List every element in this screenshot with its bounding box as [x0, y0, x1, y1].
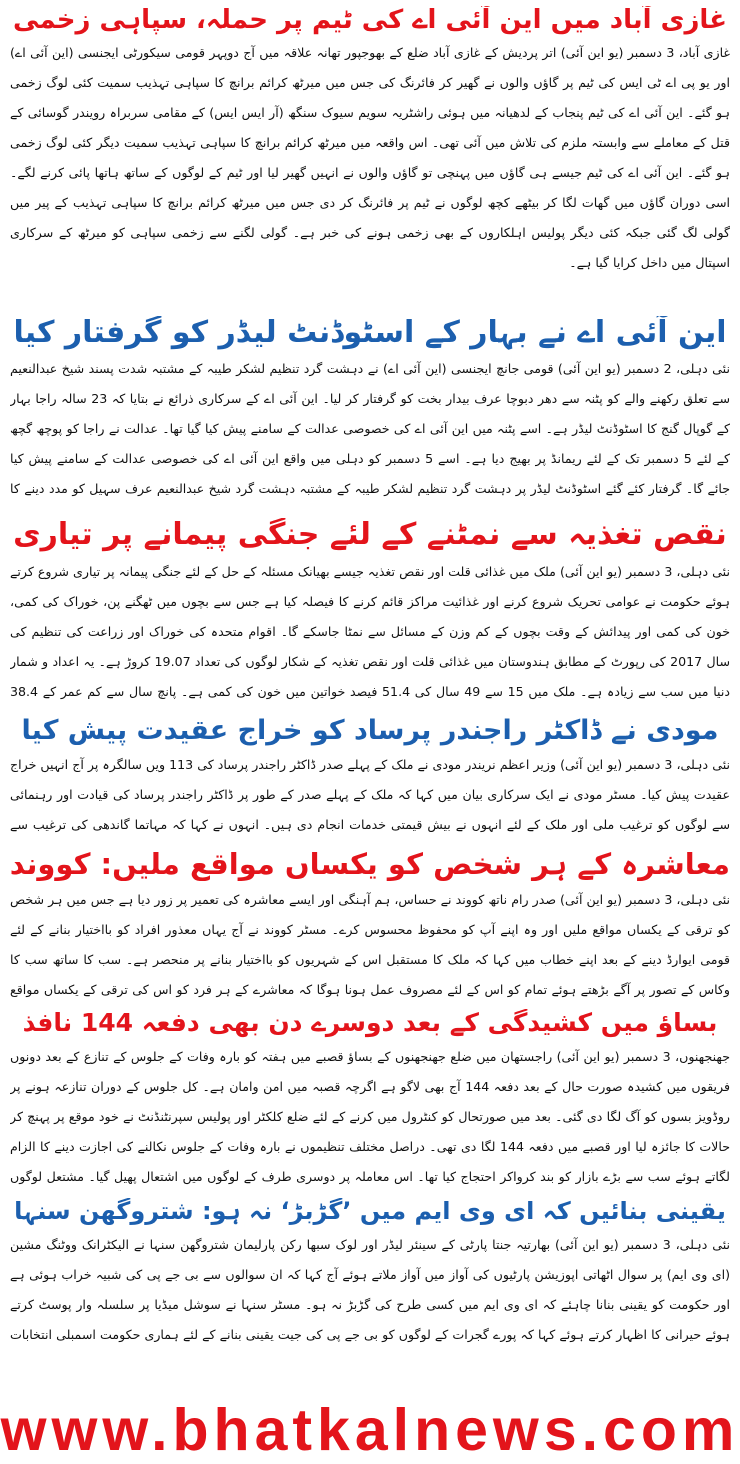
article-body: غازی آباد، 3 دسمبر (یو این آئی) اتر پردیش کے غازی آباد ضلع کے بھوجپور تھانہ علاقہ میں آج دوپہر قومی سیکورٹی ایجنسی (این آئی اے) اور یو پی اے ٹی ایس کی ٹیم پر گاؤں والوں نے گھیر کر فائرنگ کی جس میں میرٹھ کرائم برانچ کا سپاہی تہذیب سمیت کئی لوگ زخمی ہو گئے۔ این آئی اے کی ٹیم پنجاب کے لدھیانہ میں ہوئی راشٹریہ سویم سیوک سنگھ (آر ایس ایس) کے مقامی سربراہ رویندر گوسائی کے قتل کے معاملے سے وابستہ ملزم کی تلاش میں آئی تھی۔ اس واقعہ میں میرٹھ کرائم برانچ کا سپاہی تہذیب سمیت دیگر کئی لوگ زخمی ہو گئے۔ این آئی اے کی ٹیم جیسے ہی گاؤں میں پہنچی تو گاؤں والوں نے انہیں گھیر لیا اور ٹیم کے لوگوں کے ساتھ ہاتھا پائی کرنے لگے۔ اسی دوران گاؤں میں گھات لگا کر بیٹھے کچھ لوگوں نے ٹیم پر فائرنگ کر دی جس میں میرٹھ کرائم برانچ کا سپاہی تہذیب کے پیر میں گولی لگ گئی جبکہ کئی دیگر پولیس اہلکاروں کے بھی زخمی ہونے کی خبر ہے۔ گولی لگنے سے زخمی سپاہی کو میرٹھ کے سرکاری اسپتال میں داخل کرایا گیا ہے۔ [10, 44, 730, 270]
article-body: نئی دہلی، 3 دسمبر (یو این آئی) بھارتیہ جنتا پارٹی کے سینئر لیڈر اور لوک سبھا رکن پارلیمان شتروگھن سنہا نے الیکٹرانک ووٹنگ مشین (ای وی ایم) پر سوال اٹھاتی اپوزیشن پارٹیوں کی آواز میں آواز ملاتے ہوئے آج کہا کہ ان سوالوں سے بی جے پی کی شبیہ خراب ہوئی ہے اور حکومت کو یقینی بنانا چاہئے کہ ای وی ایم میں کسی طرح کی گڑبڑ نہ ہو۔ مسٹر سنہا نے سوشل میڈیا پر سلسلہ وار پوسٹ کرتے ہوئے حیرانی کا اظہار کرتے ہوئے کہا کہ پورے گجرات کے لوگوں کو بی جے پی کی جیت یقینی بنانے کے لئے ہماری حکومت اسمبلی انتخابات [10, 1236, 730, 1342]
article-headline: مودی نے ڈاکٹر راجندر پرساد کو خراج عقیدت پیش کیا [21, 714, 719, 746]
article-modi-tribute [10, 715, 730, 840]
article-malnutrition [10, 518, 730, 707]
article-body: جھنجھنوں، 3 دسمبر (یو این آئی) راجستھان میں ضلع جھنجھنوں کے بساؤ قصبے میں ہفتہ کو بارہ وفات کے جلوس کے تنازع کے بعد دونوں فریقوں میں کشیدہ صورت حال کے بعد دفعہ 144 آج بھی لاگو ہے اگرچہ قصبہ میں امن وامان ہے۔ کل جلوس کے دوران تنازعہ ہونے پر روڈویز بسوں کو آگ لگا دی گئی۔ بعد میں صورتحال کو کنٹرول میں کرنے کے لئے ضلع کلکٹر اور پولیس سپرنٹنڈنٹ نے خود موقع پر پہنچ کر حالات کا جائزہ لیا اور قصبے میں دفعہ 144 لگا دی تھی۔ دراصل مختلف تنظیموں نے بارہ وفات کے جلوس نکالنے کی اجازت دینے کا الزام لگاتے ہوئے سب سے بڑے بازار کو بند کرواکر احتجاج کیا تھا۔ اس معاملہ پر دوسری طرف کے لوگوں میں اشتعال پھیل گیا۔ مشتعل لوگوں [10, 1049, 730, 1185]
article-ghaziabad-attack [10, 6, 730, 310]
website-footer: www.bhatkalnews.com [0, 1397, 740, 1463]
article-headline: این آئی اے نے بہار کے اسٹوڈنٹ لیڈر کو گرفتار کیا [13, 315, 727, 350]
article-headline: معاشرہ کے ہر شخص کو یکساں مواقع ملیں: کووند [10, 847, 730, 881]
article-headline: یقینی بنائیں کہ ای وی ایم میں ’گڑبڑ‘ نہ ہو: شتروگھن سنہا [14, 1198, 726, 1226]
article-body: نئی دہلی، 3 دسمبر (یو این آئی) ملک میں غذائی قلت اور نقص تغذیہ جیسے بھیانک مسئلہ کے حل کے لئے جنگی پیمانہ پر تیاری شروع کرتے ہوئے حکومت نے عوامی تحریک شروع کرنے اور غذائیت مراکز قائم کرنے کا فیصلہ کیا ہے جس سے بچوں میں ٹھگنے پن، خوراک کی کمی، خون کی کمی اور پیدائش کے وقت بچوں کے کم وزن کے مسائل سے نمٹا جاسکے گا۔ اقوام متحدہ کی خوراک اور زراعت کی تنظیم کی سال 2017 کی رپورٹ کے مطابق ہندوستان میں غذائی قلت اور نقص تغذیہ کے شکار لوگوں کی تعداد 19.07 کروڑ ہے۔ یہ اعداد و شمار دنیا میں سب سے زیادہ ہے۔ ملک میں 15 سے 49 سال کی 51.4 فیصد خواتین میں خون کی کمی ہے۔ پانچ سال سے کم عمر کے 38.4 [10, 563, 730, 699]
article-nia-student-leader [10, 316, 730, 511]
article-bisau-section-144 [10, 1009, 730, 1192]
article-headline: بساؤ میں کشیدگی کے بعد دوسرے دن بھی دفعہ 144 نافذ [22, 1009, 718, 1038]
article-body: نئی دہلی، 3 دسمبر (یو این آئی) صدر رام ناتھ کووند نے حساس، ہم آہنگی اور ایسے معاشرہ کی تعمیر پر زور دیا ہے جس میں ہر شخص کو ترقی کے یکساں مواقع ملیں اور وہ اپنے آپ کو محفوظ محسوس کرے۔ مسٹر کووند نے آج یہاں معذور افراد کو بااختیار بنانے کے لئے قومی ایوارڈ دینے کے بعد اپنے خطاب میں کہا کہ ملک کا مستقبل اس کے شہریوں کو بااختیار بنانے پر منحصر ہے۔ سب کا ساتھ سب کا وکاس کے تصور پر آگے بڑھتے ہوئے تمام کو اس کے لئے مصروف عمل ہونا ہوگا کہ معاشرے کے ہر فرد کو اس کی ترقی کے یکساں مواقع [10, 892, 730, 998]
article-body: نئی دہلی، 3 دسمبر (یو این آئی) وزیر اعظم نریندر مودی نے ملک کے پہلے صدر ڈاکٹر راجندر پرساد کی 113 ویں سالگرہ پر آج انہیں خراج عقیدت پیش کیا۔ مسٹر مودی نے ایک سرکاری بیان میں کہا کہ ملک کے پہلے صدر کے طور پر ڈاکٹر راجندر پرساد کی قیادت اور رہنمائی سے لوگوں کو ترغیب ملی اور ملک کے لئے انہوں نے بیش قیمتی خدمات انجام دی ہیں۔ انہوں نے کہا کہ مہاتما گاندھی کی ترغیب سے [10, 756, 730, 832]
article-evm-shatrughan [10, 1198, 730, 1350]
article-body: نئی دہلی، 2 دسمبر (یو این آئی) قومی جانچ ایجنسی (این آئی اے) نے دہشت گرد تنظیم لشکر طیبہ کے مشتبہ شدت پسند شیخ عبدالنعیم سے تعلق رکھنے والے کو پٹنہ سے دھر دبوچا عرف بیدار بخت کو گرفتار کر لیا۔ این آئی اے کے سرکاری ذرائع نے بتایا کہ 23 سالہ راجا بہار کے گوپال گنج کا اسٹوڈنٹ لیڈر ہے۔ اسے پٹنہ میں این آئی اے کی خصوصی عدالت کے سامنے پیش کیا گیا تھا۔ عدالت نے راجا کو پوچھ گچھ کے لئے 5 دسمبر تک کے لئے ریمانڈ پر بھیج دیا ہے۔ اسے 5 دسمبر کو دہلی میں واقع این آئی اے کی خصوصی عدالت کے سامنے پیش کیا جائے گا۔ گرفتار کئے گئے اسٹوڈنٹ لیڈر پر دہشت گرد تنظیم لشکر طیبہ کے مشتبہ دہشت گرد شیخ عبدالنعیم عرف سہیل کو مدد دینے کا [10, 361, 730, 497]
article-headline: غازی آباد میں این آئی اے کی ٹیم پر حملہ، سپاہی زخمی [13, 6, 727, 35]
article-headline: نقص تغذیہ سے نمٹنے کے لئے جنگی پیمانے پر تیاری [13, 518, 727, 553]
article-kovind-opportunities [10, 848, 730, 1005]
